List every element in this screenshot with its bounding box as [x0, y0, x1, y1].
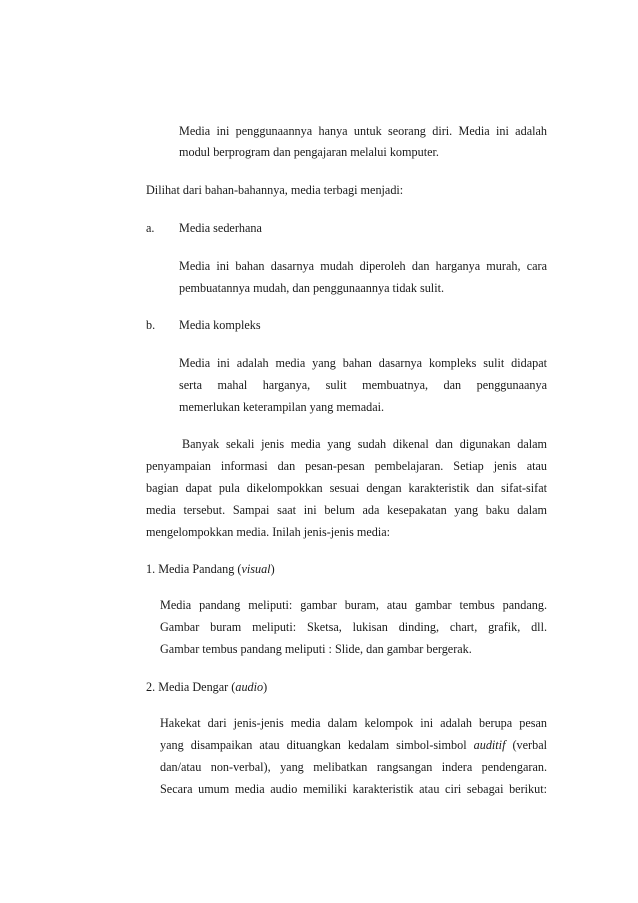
list-b-line-3: memerlukan keterampilan yang memadai. — [179, 400, 385, 414]
list-marker-a: a. — [146, 221, 155, 235]
section-2-heading-text: 2. Media Dengar ( — [146, 680, 236, 694]
section-2-line-4: Secara umum media audio memiliki karakteristik atau ciri sebagai berikut: — [160, 782, 547, 796]
paragraph-line-5: mengelompokkan media. Inilah jenis-jenis media: — [146, 525, 391, 539]
paragraph-line-1: Banyak sekali jenis media yang sudah dikenal dan digunakan dalam — [182, 437, 547, 451]
paragraph-line-3: bagian dapat pula dikelompokkan sesuai dengan karakteristik dan sifat-sifat — [146, 481, 547, 495]
list-title-b: Media kompleks — [179, 318, 261, 332]
list-title-a: Media sederhana — [179, 221, 262, 235]
list-b-line-1: Media ini adalah media yang bahan dasarnya kompleks sulit didapat — [179, 356, 547, 370]
list-a-line-2: pembuatannya mudah, dan penggunaannya tidak sulit. — [179, 281, 445, 295]
classification-intro: Dilihat dari bahan-bahannya, media terbagi menjadi: — [146, 183, 404, 197]
section-2-heading — [146, 680, 267, 694]
section-1-line-2: Gambar buram meliputi: Sketsa, lukisan dinding, chart, grafik, dll. — [160, 620, 547, 634]
section-2-heading-italic: audio — [235, 680, 264, 694]
section-2-line-2-b: (verbal — [505, 738, 547, 752]
section-1-heading — [146, 562, 275, 576]
section-1-line-1: Media pandang meliputi: gambar buram, atau gambar tembus pandang. — [160, 598, 547, 612]
list-a-line-1: Media ini bahan dasarnya mudah diperoleh dan harganya murah, cara — [179, 259, 547, 273]
intro-line-2: modul berprogram dan pengajaran melalui komputer. — [179, 145, 439, 159]
intro-line-1: Media ini penggunaannya hanya untuk seorang diri. Media ini adalah — [179, 124, 547, 138]
section-2-line-2-a: yang disampaikan atau dituangkan kedalam simbol-simbol — [160, 738, 474, 752]
section-2-line-1: Hakekat dari jenis-jenis media dalam kelompok ini adalah berupa pesan — [160, 716, 547, 730]
section-1-heading-italic: visual — [241, 562, 271, 576]
list-marker-b: b. — [146, 318, 156, 332]
section-2-heading-end: ) — [263, 680, 268, 694]
paragraph-line-4: media tersebut. Sampai saat ini belum ada kesepakatan yang baku dalam — [146, 503, 547, 517]
paragraph-line-2: penyampaian informasi dan pesan-pesan pembelajaran. Setiap jenis atau — [146, 459, 547, 473]
section-2-line-2 — [160, 738, 547, 752]
section-2-line-2-italic: auditif — [473, 738, 506, 752]
section-2-line-3: dan/atau non-verbal), yang melibatkan rangsangan indera pendengaran. — [160, 760, 547, 774]
list-b-line-2: serta mahal harganya, sulit membuatnya, dan penggunaanya — [179, 378, 547, 392]
section-1-heading-end: ) — [270, 562, 275, 576]
section-1-line-3: Gambar tembus pandang meliputi : Slide, dan gambar bergerak. — [160, 642, 472, 656]
section-1-heading-text: 1. Media Pandang ( — [146, 562, 242, 576]
